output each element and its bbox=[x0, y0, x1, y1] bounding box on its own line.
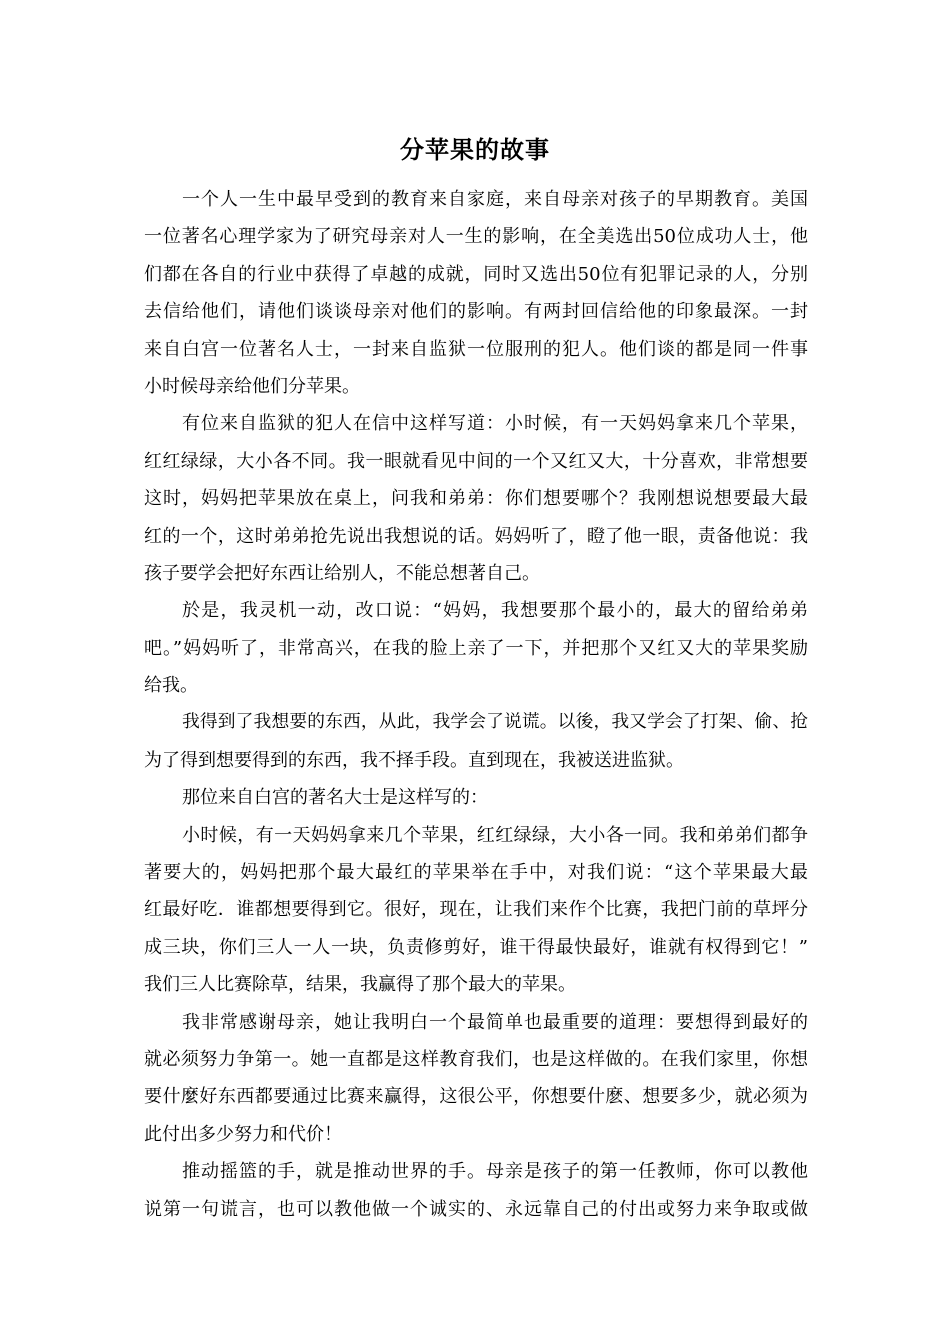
text-line: 给我。 bbox=[144, 675, 198, 697]
text-line: 於是，我灵机一动，改口说：“妈妈，我想要那个最小的，最大的留给弟弟 bbox=[182, 600, 808, 622]
text-line: 吧。”妈妈听了，非常高兴，在我的脸上亲了一下，并把那个又红又大的苹果奖励 bbox=[144, 637, 808, 659]
text-line: 一位著名心理学家为了研究母亲对人一生的影响，在全美选出50位成功人士，他 bbox=[144, 226, 808, 248]
text-line: 推动摇篮的手，就是推动世界的手。母亲是孩子的第一任教师，你可以教他 bbox=[182, 1161, 808, 1183]
text-line: 来自白宫一位著名人士，一封来自监狱一位服刑的犯人。他们谈的都是同一件事 bbox=[144, 338, 808, 360]
text-line: 红的一个，这时弟弟抢先说出我想说的话。妈妈听了，瞪了他一眼，责备他说：我 bbox=[144, 525, 808, 547]
text-line: 们都在各自的行业中获得了卓越的成就，同时又选出50位有犯罪记录的人，分别 bbox=[144, 263, 808, 285]
text-line: 有位来自监狱的犯人在信中这样写道：小时候，有一天妈妈拿来几个苹果， bbox=[182, 413, 808, 435]
document-body bbox=[144, 181, 808, 1228]
text-line: 孩子要学会把好东西让给别人，不能总想著自己。 bbox=[144, 562, 540, 584]
text-line: 说第一句谎言，也可以教他做一个诚实的、永远靠自己的付出或努力来争取或做 bbox=[144, 1198, 808, 1220]
text-line: 要什麼好东西都要通过比赛来赢得，这很公平，你想要什麽、想要多少，就必须为 bbox=[144, 1086, 808, 1108]
text-line: 我得到了我想要的东西，从此，我学会了说谎。以後，我又学会了打架、偷、抢 bbox=[182, 712, 808, 733]
document-title: 分苹果的故事 bbox=[400, 136, 550, 164]
text-line: 著要大的，妈妈把那个最大最红的苹果举在手中，对我们说：“这个苹果最大最 bbox=[144, 862, 808, 884]
text-line: 红红绿绿，大小各不同。我一眼就看见中间的一个又红又大，十分喜欢，非常想要 bbox=[144, 450, 808, 472]
text-line: 为了得到想要得到的东西，我不择手段。直到现在，我被送进监狱。 bbox=[144, 749, 684, 771]
text-line: 红最好吃．谁都想要得到它。很好，现在，让我们来作个比赛，我把门前的草坪分 bbox=[144, 899, 808, 921]
text-line: 此付出多少努力和代价！ bbox=[144, 1123, 342, 1145]
text-line: 成三块，你们三人一人一块，负责修剪好，谁干得最快最好，谁就有权得到它！” bbox=[144, 936, 808, 958]
text-line: 一个人一生中最早受到的教育来自家庭，来自母亲对孩子的早期教育。美国 bbox=[182, 189, 808, 210]
text-line: 我非常感谢母亲，她让我明白一个最简单也最重要的道理：要想得到最好的 bbox=[182, 1011, 808, 1033]
text-line: 小时候，有一天妈妈拿来几个苹果，红红绿绿，大小各一同。我和弟弟们都争 bbox=[182, 824, 808, 846]
text-line: 就必须努力争第一。她一直都是这样教育我们，也是这样做的。在我们家里，你想 bbox=[144, 1048, 808, 1070]
text-line: 这时，妈妈把苹果放在桌上，问我和弟弟：你们想要哪个？我刚想说想要最大最 bbox=[144, 488, 808, 510]
text-line: 去信给他们，请他们谈谈母亲对他们的影响。有两封回信给他的印象最深。一封 bbox=[144, 301, 808, 323]
text-line: 我们三人比赛除草，结果，我赢得了那个最大的苹果。 bbox=[144, 974, 576, 996]
text-line: 小时候母亲给他们分苹果。 bbox=[144, 375, 360, 397]
text-line: 那位来自白宫的著名大士是这样写的： bbox=[182, 787, 488, 809]
